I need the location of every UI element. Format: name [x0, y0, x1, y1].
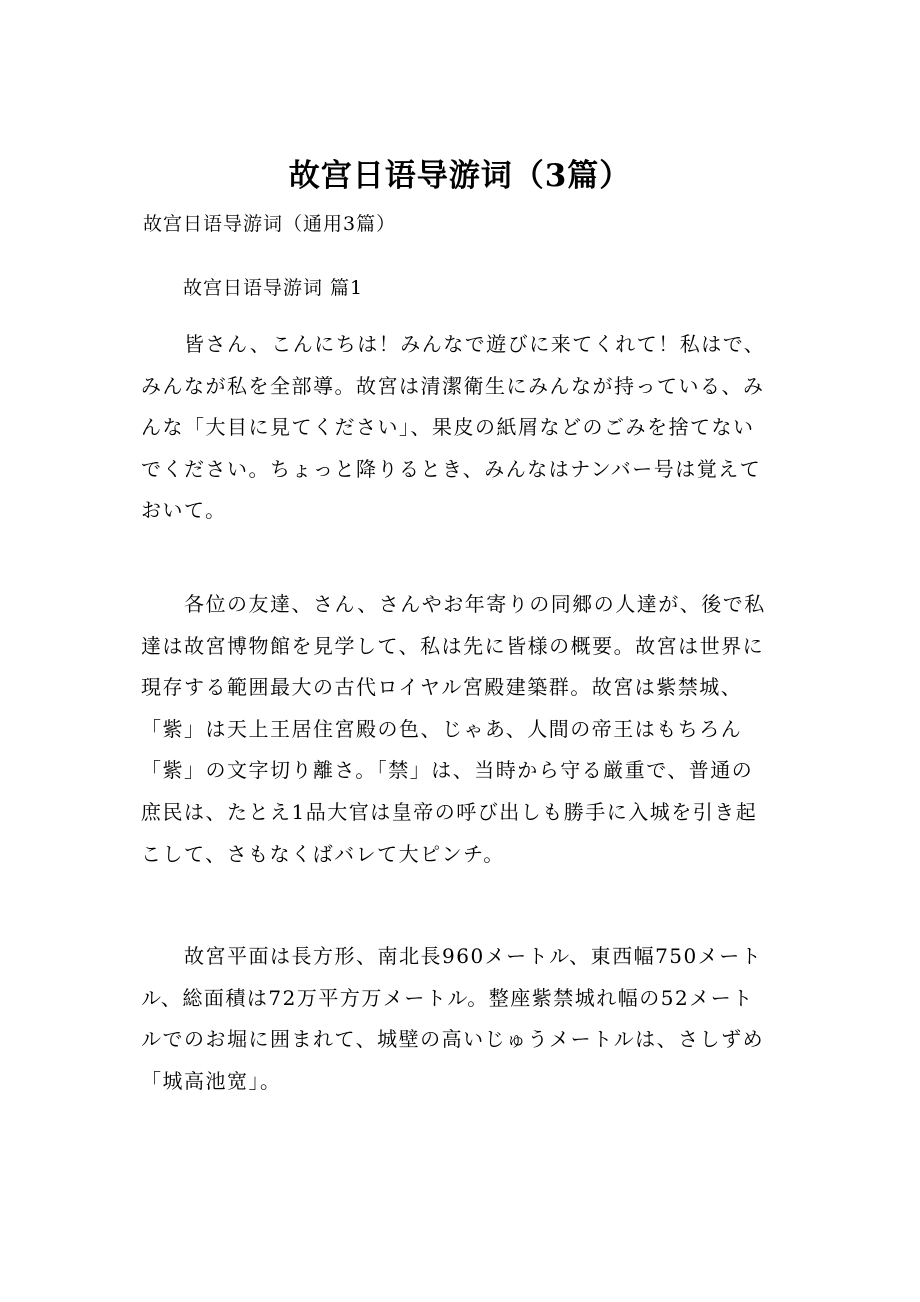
text-line: 皆さん、こんにちは！みんなで遊びに来てくれて！私はで、: [141, 332, 766, 356]
text-line: みんなが私を全部導。故宮は清潔衛生にみんなが持っている、み: [141, 373, 765, 398]
text-line: 各位の友達、さん、さんやお年寄りの同郷の人達が、後で私: [141, 592, 766, 616]
document-title: 故宫日语导游词（3篇）: [288, 158, 632, 194]
paragraph-3: [141, 936, 781, 1102]
text-line: ル、総面積は72万平方万メートル。整座紫禁城れ幅の52メート: [141, 985, 754, 1010]
text-line: こして、さもなくばバレて大ピンチ。: [141, 841, 505, 866]
document-subtitle: 故宫日语导游词（通用3篇）: [143, 213, 397, 235]
text-line: んな「大目に見てください」、果皮の紙屑などのごみを捨てない: [141, 415, 755, 440]
text-line: 現存する範囲最大の古代ロイヤル宮殿建築群。故宮は紫禁城、: [141, 675, 743, 700]
text-line: 達は故宮博物館を見学して、私は先に皆様の概要。故宮は世界に: [141, 633, 765, 658]
text-line: 庶民は、たとえ1品大官は皇帝の呼び出しも勝手に入城を引き起: [141, 799, 758, 824]
text-line: 「紫」の文字切り離さ。「禁」は、当時から守る厳重で、普通の: [141, 758, 754, 783]
text-line: ルでのお堀に囲まれて、城壁の高いじゅうメートルは、さしずめ: [141, 1027, 765, 1052]
text-line: でください。ちょっと降りるとき、みんなはナンバー号は覚えて: [141, 456, 762, 481]
text-line: 「城高池宽」。: [141, 1068, 282, 1093]
text-line: 「紫」は天上王居住宮殿の色、じゃあ、人間の帝王はもちろん: [141, 716, 743, 741]
paragraph-1: [141, 324, 781, 532]
section-heading: 故宫日语导游词 篇1: [183, 277, 364, 299]
text-line: おいて。: [141, 498, 227, 523]
paragraph-2: [141, 584, 781, 875]
text-line: 故宮平面は長方形、南北長960メートル、東西幅750メート: [141, 944, 763, 968]
